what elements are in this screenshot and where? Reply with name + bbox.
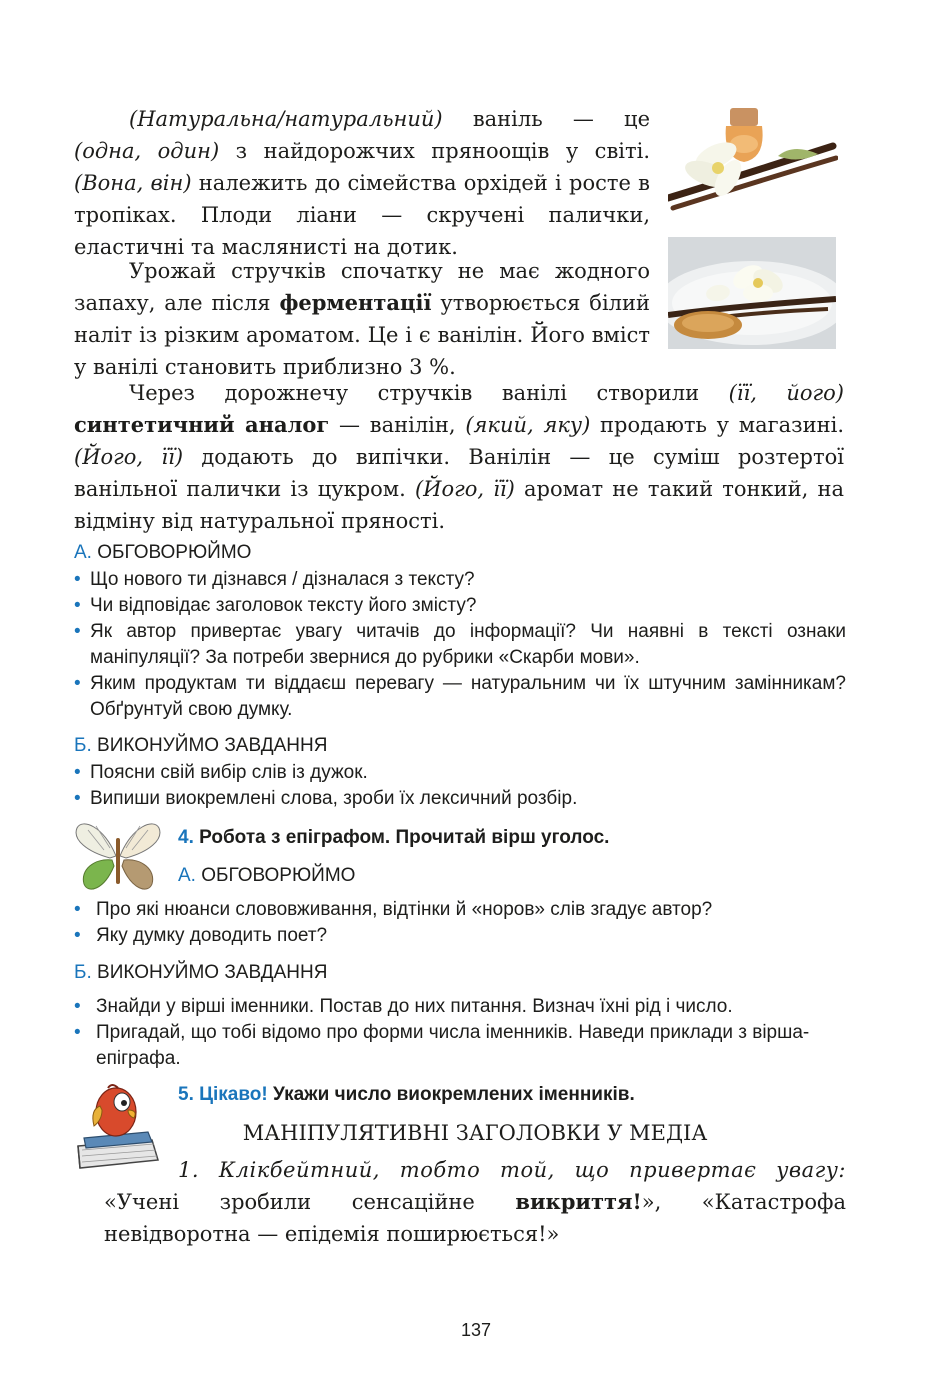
choice-one: (одна, один) [74, 139, 220, 163]
list-item-text: Пригадай, що тобі відомо про форми числа іменників. Наведи приклади з вірша-епіграфа. [96, 1022, 810, 1069]
list-item: • Яким продуктам ти віддаєш перевагу — натуральним чи їх штучним замінникам? Обґрунтуй свою думку. [74, 673, 846, 720]
list-item-text: Чи відповідає заголовок тексту його змісту? [90, 595, 477, 616]
list-item-text: Знайди у вірші іменники. Постав до них питання. Визнач їхні рід і число. [96, 996, 733, 1017]
list-item-text: Поясни свій вибір слів із дужок. [90, 762, 368, 783]
list-item: • Поясни свій вибір слів із дужок. [74, 762, 368, 783]
list-item: • Чи відповідає заголовок тексту його змісту? [74, 595, 477, 616]
section-tasks-2 [74, 960, 327, 986]
choice-its: (Його, її) [414, 477, 515, 501]
task-text: Робота з епіграфом. Прочитай вірш уголос. [199, 827, 610, 848]
list-item: • Що нового ти дізнався / дізналася з тексту? [74, 569, 475, 590]
text-fragment: з найдорожчих пряноощів у світі. [219, 139, 650, 163]
highlight-synthetic-analog: синтетичний аналог [74, 412, 330, 437]
paragraph-fermentation [74, 255, 650, 383]
bullet-list-discuss-1 [74, 567, 846, 723]
section-letter: А. [178, 865, 196, 886]
task-number: 5. Цікаво! [178, 1084, 268, 1105]
vanilla-image-top [668, 98, 838, 216]
section-title: ВИКОНУЙМО ЗАВДАННЯ [97, 735, 328, 756]
list-item: • Як автор привертає увагу читачів до інформації? Чи наявні в тексті ознаки маніпуляції? За потреби звернися до рубрики «Скарби мови». [74, 621, 846, 668]
text-fragment: належить до сімейства орхідей і росте в тропіках. Плоди ліани — скручені палички, еластичні та маслянисті на дотик. [74, 171, 651, 259]
text-fragment: », «Катастрофа невідворотна — епідемія поширюється!» [104, 1190, 846, 1246]
butterfly-icon [74, 818, 162, 894]
page-number: 137 [460, 1320, 492, 1340]
highlight-fermentation: ферментації [279, 290, 432, 315]
list-item: • Пригадай, що тобі відомо про форми числа іменників. Наведи приклади з вірша-епіграфа. [74, 1022, 810, 1069]
section-title: ОБГОВОРЮЙМО [97, 542, 252, 563]
task-5 [178, 1082, 635, 1108]
section-heading: МАНІПУЛЯТИВНІ ЗАГОЛОВКИ У МЕДІА [242, 1121, 708, 1145]
section-discuss-1 [74, 540, 251, 566]
bullet-list-tasks-1 [74, 760, 846, 812]
task-4 [178, 825, 609, 851]
section-discuss-2 [178, 863, 355, 889]
text-fragment: продають у магазині. [590, 413, 845, 437]
paragraph-vanilla-intro [74, 103, 650, 263]
text-fragment: додають до випічки. Ванілін — це суміш розтертої ванільної палички із цукром. [74, 445, 844, 501]
bullet-list-discuss-2 [74, 897, 846, 949]
task-number: 4. [178, 827, 194, 848]
text-fragment: утворюється білий наліт із різким ароматом. Це і є ванілін. Його вміст у ванілі становить приблизно 3 %. [74, 291, 650, 379]
text-fragment: ваніль — це [442, 107, 650, 131]
text-fragment: аромат не такий тонкий, на відміну від натуральної пряності. [74, 477, 844, 533]
text-fragment: — ванілін, [329, 413, 466, 437]
text-fragment: Через дорожнечу стручків ванілі створили [129, 381, 729, 405]
list-item-text: Випиши виокремлені слова, зроби їх лексичний розбір. [90, 788, 578, 809]
list-item: • Про які нюанси слововживання, відтінки й «норов» слів згадує автор? [74, 899, 713, 920]
choice-natural: (Натуральна/натуральний) [129, 107, 443, 131]
list-item: • Знайди у вірші іменники. Постав до них питання. Визнач їхні рід і число. [74, 996, 733, 1017]
list-item: • Випиши виокремлені слова, зроби їх лексичний розбір. [74, 788, 578, 809]
list-item-text: Яким продуктам ти віддаєш перевагу — натуральним чи їх штучним замінникам? Обґрунтуй свою думку. [90, 673, 846, 720]
list-item-text: Яку думку доводить поет? [96, 925, 328, 946]
task-text: Укажи число виокремлених іменників. [267, 1084, 635, 1105]
paragraph-vanillin [74, 377, 844, 537]
text-fragment: Урожай стручків спочатку не має жодного запаху, але після [74, 259, 650, 315]
list-item-text: Як автор привертає увагу читачів до інформації? Чи наявні в тексті ознаки маніпуляції? За потреби звернися до рубрики «Скарби мови». [90, 621, 846, 668]
section-tasks-1 [74, 733, 327, 759]
choice-which: (який, яку) [465, 413, 591, 437]
paragraph-clickbait [104, 1154, 846, 1250]
bullet-list-tasks-2 [74, 994, 846, 1072]
clickbait-definition: 1. Клікбейтний, тобто той, що привертає увагу: [178, 1158, 846, 1182]
section-title: ОБГОВОРЮЙМО [201, 865, 356, 886]
choice-her-his: (її, його) [728, 381, 844, 405]
section-title: ВИКОНУЙМО ЗАВДАННЯ [97, 962, 328, 983]
choice-it: (Його, її) [74, 445, 184, 469]
list-item: • Яку думку доводить поет? [74, 925, 328, 946]
list-item-text: Що нового ти дізнався / дізналася з тексту? [90, 569, 475, 590]
vanilla-image-bottom [668, 237, 836, 349]
list-item-text: Про які нюанси слововживання, відтінки й «норов» слів згадує автор? [96, 899, 713, 920]
choice-she-he: (Вона, він) [74, 171, 192, 195]
section-letter: А. [74, 542, 92, 563]
text-fragment: «Учені зробили сенсаційне [104, 1190, 516, 1214]
highlight-discovery: викриття! [515, 1189, 642, 1214]
section-letter: Б. [74, 962, 92, 983]
section-letter: Б. [74, 735, 92, 756]
